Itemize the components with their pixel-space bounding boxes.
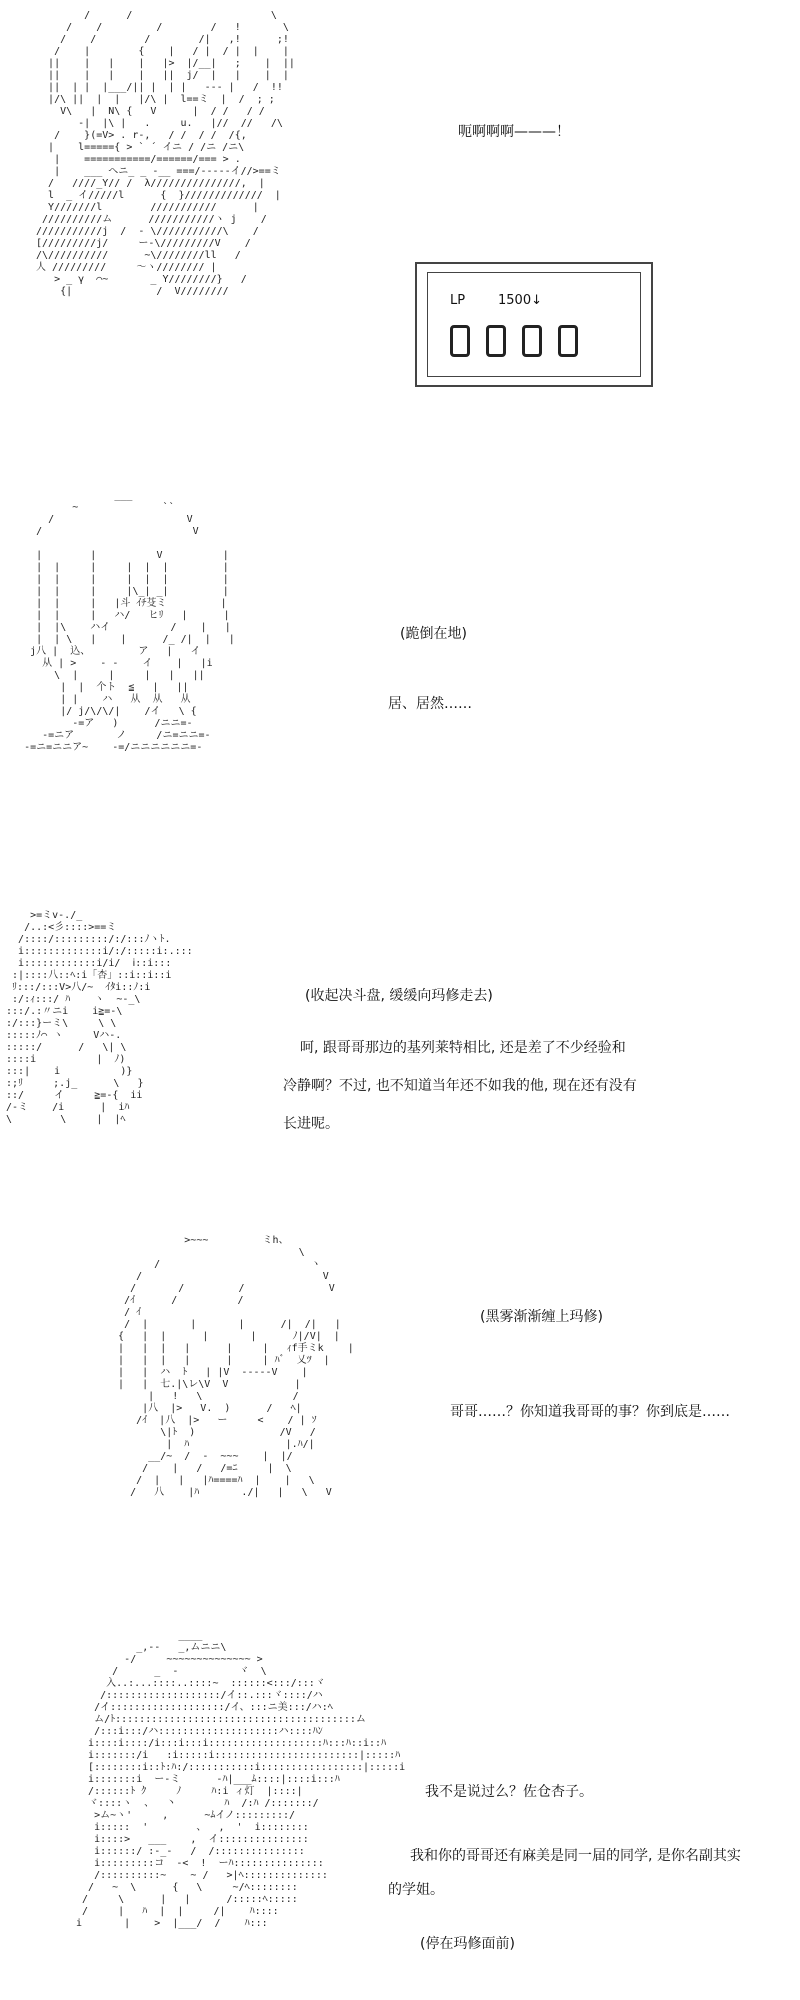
ascii-art-character-1: / / \ / / / / ! \ / / / /| ,! ;! / | { | / | / | | | || | | | |> |/__| ; | || || | | | || j/ | | | | || | | |___/|| | | | --- | / !! |/\ || | | |/\ | l==ミ | / ; ; V\ | N\ { V | / / / / -| |\ | . u. |// // /\ / }(=V> . r-, / / / / /{, | l====={ > ` ´ イニ / /ニ /ニ\ | ===========/======/=== > . | ___ へニ_ _ -__ ===/-----イ//>==ミ / ////_Y// / λ///////////////, | l _ イ/////l { }///////////// | Y///////l /////////// | //////////ム ///////////ヽ j / ///////////j / - \///////////\ / [/////////j/ ー-\/////////V / /\////////// ~\////////ll / 人 ///////// 〜ヽ//////// | > _ γ ⌒~ _ Y////////} / {| / V//////// xyxy=(36,10,295,297)
dialogue-compare-line-3: 长进呢。 xyxy=(283,1116,339,1132)
lp-digit-zero xyxy=(522,325,542,357)
panel-3 xyxy=(0,910,800,1210)
life-points-display xyxy=(415,262,653,387)
panel-5 xyxy=(0,1630,800,2000)
dialogue-compare-line-2: 冷静啊？不过, 也不知道当年还不如我的他, 现在还有没有 xyxy=(283,1078,637,1094)
stage-direction-stop: (停在玛修面前) xyxy=(420,1936,515,1952)
dialogue-senpai-line-2: 的学姐。 xyxy=(388,1882,444,1898)
dialogue-stammer: 居、居然…… xyxy=(388,696,472,712)
life-points-inner-frame xyxy=(427,272,641,377)
ascii-art-character-4: >~~~ ミh、 \ / ヽ / V / / / V /ｲ / / / ｲ / | | | /| /| | { | | | | ﾉ|/V| | | | | | | | ｨf手ミk | | | | | | | ﾊﾞ 乂ﾂ | | | ハ ﾄ | |V -----V | | | 七.|\レ\V V | | ! \ / |八 |> V. ) / ﾍ| /ｲ |八 |> ー < / | ｿ \|ﾄ ) /V / | ﾊ |.ﾊ/| __/~ / - ~~~ | |/ / | / /=ﾆ | \ / | | |ﾊ====ﾊ | | \ / 八 |ﾊ ./| | \ V xyxy=(118,1235,354,1498)
lp-value: 1500↓ xyxy=(498,293,542,308)
dialogue-scream: 呃啊啊啊———！ xyxy=(458,124,570,140)
lp-digit-zero xyxy=(558,325,578,357)
dialogue-compare-line-1: 呵, 跟哥哥那边的基列莱特相比, 还是差了不少经验和 xyxy=(300,1040,626,1056)
stage-direction-kneel: (跪倒在地) xyxy=(400,626,467,642)
ascii-art-character-2: ___ ~ `` / V / V | | V | | | | | | | | | | | | | | | | | | |\_| _| | | | | |斗 ｲﾁ芟ミ | | | | ハ/ ヒﾘ | | | |\ ハイ / | | | | \ | | /_ /| | | j八 | 込、 ア | イ 从 | > - - イ | |i \ | | | | || | | 个ト ≦ | || | | ハ 从 从 从 |/ j/\/\/| /イ \ { -=ア ) /ニニ=- -=ニア ノ /ニ=ニニ=- -=ニ=ニニア~ -=/ニニニニニニ=- xyxy=(24,490,235,753)
lp-label: LP xyxy=(450,293,466,308)
panel-2 xyxy=(0,490,800,890)
dialogue-senpai-line-1: 我和你的哥哥还有麻美是同一届的同学, 是你名副其实 xyxy=(410,1848,741,1864)
dialogue-introduction: 我不是说过么？佐仓杏子。 xyxy=(425,1784,593,1800)
ascii-art-character-3: >=ミv-./_ /..:<彡::::>==ミ /::::/:::::::::/:/:::ﾉヽﾄ. i:::::::::::::i/:/:::::i:.::: i::::::::::::i/i/ ⅰ::i::: :|::::八::ﾍ:i「杏」::i::i::i ﾘ:::/:::V>八/~ ｲﾀi::ﾉ:i :/:ｨ:::/ ﾊ ヽ ~-_\ :::/.:〃ニi i≧=-\ :/:::}ーミ\ \ \ :::::ﾉ⌒ ヽ Vハ-. :::::/ / \| \ ::::i | ﾉ) :::| i )} :;ﾘ ;.j_ \ } ::/ イ ≧=-{ ii /-ミ /i | iﾊ \ \ | |ﾍ xyxy=(6,910,193,1125)
ascii-art-character-5: ____ _,-- _,ムニニ\ -/ ~~~~~~~~~~~~~~ > / _ - ヾ \ 入..:...::::..::::~ ::::::<:::/:::ヾ /:::::::::::::::::::/イ::.:::ヾ::::/ハ /イ:::::::::::::::::::/イ、:::ニ美:::/ハ:ﾍ ム/ﾄ::::::::::::::::::::::::::::::::::::::::ム /:::i:::/ハ::::::::::::::::::::ハ::::ﾊﾝ i::::i::::/i:::i:::i:::::::::::::::::::ﾊ:::ﾊ::i::ﾊ i:::::::/i :i:::::i::::::::::::::::::::::::|:::::ﾊ [::::::::i::ﾄ:ﾊ:/:::::::::::i:::::::::::::::::|:::::i i:::::::i ー-ミ -ﾊ|___ﾑ::::|::::i:::ﾊ /::::::ﾄ ｸ ﾉ ﾊ:i ィ灯 |::::| ヾ::::ヽ 、 丶 ﾊ /:ﾊ /:::::::/ >ム~ヽ' , ~ﾑイノ:::::::::/ i::::: ' 、 , ' i:::::::: i::::> ___ , イ::::::::::::::: i::::::/ :-_- / /::::::::::::::: i:::::::::コ -< ! ーﾊ::::::::::::::: /::::::::::~ ~ / >|ﾍ:::::::::::::: / ~ \ { \ ~/ﾍ:::::::: / \ | | /:::::ﾍ::::: / | ﾊ | | /| ﾊ:::: i | > |___/ / ﾊ::: xyxy=(76,1630,406,1929)
panel-1 xyxy=(0,0,800,430)
dialogue-question-brother: 哥哥……？你知道我哥哥的事？你到底是…… xyxy=(450,1404,730,1420)
stage-direction-black-fog: (黑雾渐渐缠上玛修) xyxy=(480,1309,603,1325)
stage-direction-approach: (收起决斗盘, 缓缓向玛修走去) xyxy=(305,988,493,1004)
panel-4 xyxy=(0,1225,800,1605)
lp-digit-zero xyxy=(486,325,506,357)
lp-digit-zero xyxy=(450,325,470,357)
lp-digits xyxy=(450,325,578,357)
